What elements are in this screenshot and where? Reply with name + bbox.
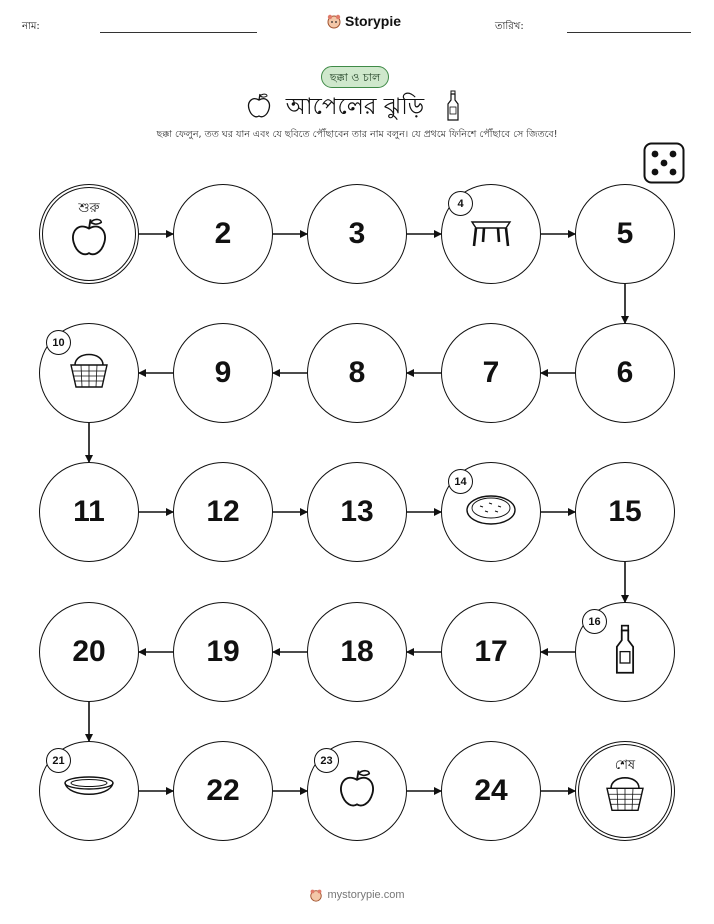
board-cell-22: [173, 741, 273, 841]
cell-number: 2: [214, 217, 232, 250]
date-label: তারিখ:: [495, 21, 524, 32]
board-cell-17: [441, 602, 541, 702]
board-cell-19: [173, 602, 273, 702]
cell-number-badge: 16: [582, 609, 607, 634]
board-cell-21: [39, 741, 139, 841]
board-cell-16: [575, 602, 675, 702]
cell-number-badge: 14: [448, 469, 473, 494]
basket-icon: [603, 774, 647, 818]
cell-number-badge: 4: [448, 191, 473, 216]
board-cell-8: [307, 323, 407, 423]
cell-number: 9: [214, 356, 232, 389]
board-cell-14: [441, 462, 541, 562]
board-cell-11: [39, 462, 139, 562]
category-tag: ছক্কা ও চাল: [321, 66, 389, 88]
board-cell-13: [307, 462, 407, 562]
cell-number-badge: 23: [314, 748, 339, 773]
cell-number: 5: [616, 217, 634, 250]
page-title: আপেলের ঝুড়ি: [285, 94, 425, 120]
board-cell-6: [575, 323, 675, 423]
board-cell-23: [307, 741, 407, 841]
apple-icon: [69, 216, 109, 264]
start-cell: [39, 184, 139, 284]
cell-number: 19: [206, 635, 240, 668]
board-cell-24: [441, 741, 541, 841]
basket-icon: [67, 351, 111, 395]
board-cell-12: [173, 462, 273, 562]
cell-number: 6: [616, 356, 634, 389]
apple-icon: [337, 767, 377, 815]
cell-number: 18: [340, 635, 374, 668]
start-label: শুরু: [78, 201, 100, 216]
board-cell-20: [39, 602, 139, 702]
cell-number: 7: [482, 356, 500, 389]
name-label: নাম:: [22, 21, 40, 32]
board-cell-3: [307, 184, 407, 284]
cell-number: 20: [72, 635, 106, 668]
bowl-icon: [62, 774, 116, 808]
cell-number: 8: [348, 356, 366, 389]
storypie-mascot-icon: [309, 888, 323, 902]
board-cell-2: [173, 184, 273, 284]
bottle-icon: [613, 624, 637, 680]
cell-number-badge: 10: [46, 330, 71, 355]
instructions: ছক্কা ফেলুন, তত ঘর যান এবং যে ছবিতে পৌঁছাবেন তার নাম বলুন। যে প্রথমে ফিনিশে পৌঁছাবে সে জিতবে!: [156, 129, 558, 140]
finish-label: শেষ: [614, 758, 636, 773]
cell-number: 3: [348, 217, 366, 250]
brand-name: Storypie: [345, 13, 402, 29]
board-cell-7: [441, 323, 541, 423]
footer: [0, 888, 714, 902]
board-cell-9: [173, 323, 273, 423]
finish-cell: [575, 741, 675, 841]
footer-url[interactable]: mystorypie.com: [327, 889, 405, 901]
pie-icon: [465, 493, 517, 531]
cell-number: 11: [73, 495, 105, 528]
cell-number-badge: 21: [46, 748, 71, 773]
board-cell-10: [39, 323, 139, 423]
stool-icon: [466, 214, 516, 254]
cell-number: 17: [474, 635, 508, 668]
cell-number: 12: [206, 495, 240, 528]
cell-number: 24: [474, 774, 508, 807]
board-cell-18: [307, 602, 407, 702]
board-cell-4: [441, 184, 541, 284]
cell-number: 15: [608, 495, 642, 528]
board-cell-5: [575, 184, 675, 284]
board-cell-15: [575, 462, 675, 562]
cell-number: 22: [206, 774, 240, 807]
cell-number: 13: [340, 495, 374, 528]
